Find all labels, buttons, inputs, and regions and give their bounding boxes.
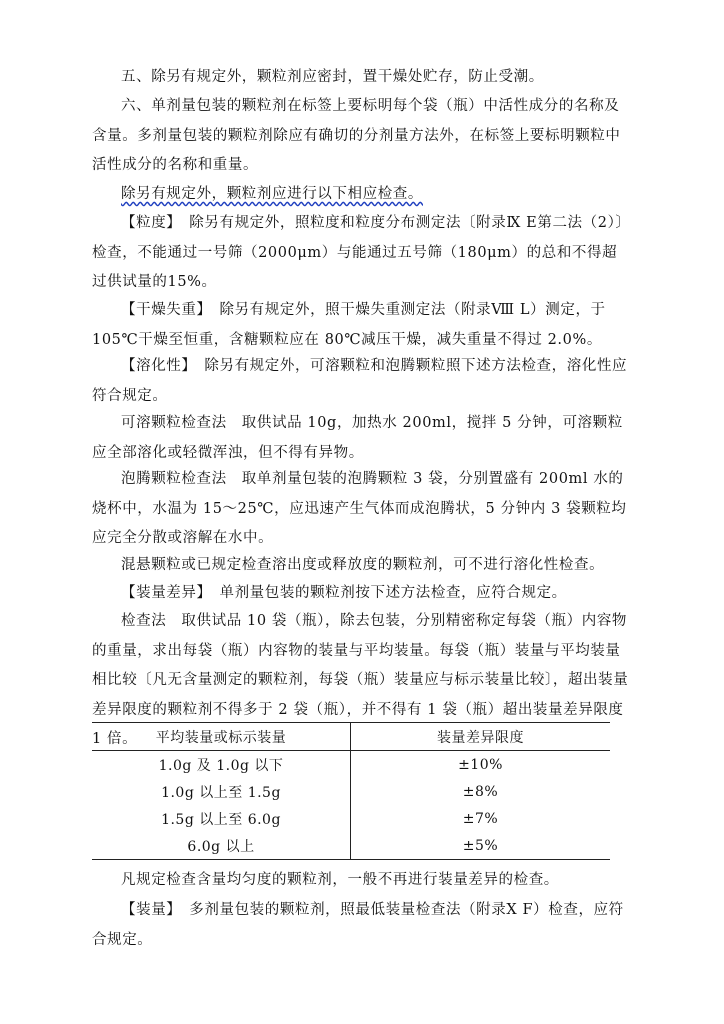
table-cell: 1.0g 及 1.0g 以下 — [92, 751, 351, 779]
table-header-cell: 装量差异限度 — [351, 723, 611, 751]
table-cell: ±8% — [462, 783, 499, 800]
section-heading-weight-variation: 【装量差异】 — [121, 585, 205, 601]
table-row — [92, 832, 610, 860]
table-row — [92, 751, 610, 779]
table-row — [92, 778, 610, 805]
table-header-row — [92, 723, 610, 751]
table-header-cell: 平均装量或标示装量 — [92, 723, 351, 751]
paragraph-uniformity-note: 凡规定检查含量均匀度的颗粒剂，一般不再进行装量差异的检查。 — [121, 872, 559, 888]
paragraph-drying-loss: 【干燥失重】 除另有规定外，照干燥失重测定法（附录Ⅷ L）测定，于 105℃干燥至恒重，含糖颗粒应在 80℃减压干燥，减失重量不得过 2.0%。 — [92, 302, 606, 348]
paragraph-suspension-note: 混悬颗粒或已规定检查溶出度或释放度的颗粒剂，可不进行溶化性检查。 — [121, 557, 605, 573]
paragraph-fill-quantity: 【装量】 多剂量包装的颗粒剂，照最低装量检查法（附录Ⅹ F）检查，应符合规定。 — [92, 902, 624, 948]
table-cell: 1.0g 以上至 1.5g — [92, 778, 351, 805]
paragraph-labeling: 六、单剂量包装的颗粒剂在标签上要标明每个袋（瓶）中活性成分的名称及含量。多剂量包装的颗粒剂除应有确切的分剂量方法外，在标签上要标明颗粒中活性成分的名称和重量。 — [92, 98, 621, 173]
intro-underlined-text: 除另有规定外，颗粒剂应进行以下相应检查。 — [121, 186, 423, 202]
paragraph-storage: 五、除另有规定外，颗粒剂应密封，置干燥处贮存，防止受潮。 — [121, 69, 544, 85]
weight-variation-table — [92, 722, 610, 860]
paragraph-weight-variation: 【装量差异】 单剂量包装的颗粒剂按下述方法检查，应符合规定。 — [121, 585, 567, 601]
paragraph-intro — [92, 180, 632, 210]
table-cell: ±7% — [462, 810, 499, 827]
table-cell: ±5% — [351, 832, 611, 860]
table-cell: ±10% — [458, 756, 503, 773]
section-heading-fill-quantity: 【装量】 — [121, 902, 175, 918]
paragraph-check-method: 检查法 取供试品 10 袋（瓶），除去包装，分别精密称定每袋（瓶）内容物的重量，求出每袋（瓶）内容物的装量与平均装量。每袋（瓶）装量与平均装量相比较〔凡无含量测定的颗粒剂，每袋（瓶）装量应与标示装量比较〕，超出装量差异限度的颗粒剂不得多于 2 袋（瓶），并不得有 1 袋（瓶）超出装量差异限度 1 倍。 — [92, 613, 629, 747]
section-heading-granularity: 【粒度】 — [121, 215, 175, 231]
paragraph-granularity: 【粒度】 除另有规定外，照粒度和粒度分布测定法〔附录Ⅸ E第二法（2）〕检查，不能通过一号筛（2000μm）与能通过五号筛（180μm）的总和不得超过供试量的15%。 — [92, 215, 631, 290]
paragraph-effervescent-method: 泡腾颗粒检查法 取单剂量包装的泡腾颗粒 3 袋，分别置盛有 200ml 水的烧杯中，水温为 15～25℃，应迅速产生气体而成泡腾状，5 分钟内 3 袋颗粒均应完全分散或溶解在水中。 — [92, 471, 627, 546]
paragraph-soluble-method: 可溶颗粒检查法 取供试品 10g，加热水 200ml，搅拌 5 分钟，可溶颗粒应全部溶化或轻微浑浊，但不得有异物。 — [92, 415, 623, 461]
section-heading-solubility: 【溶化性】 — [121, 358, 190, 374]
table-cell: 1.5g 以上至 6.0g — [92, 805, 351, 832]
section-heading-drying-loss: 【干燥失重】 — [121, 302, 205, 318]
paragraph-solubility: 【溶化性】 除另有规定外，可溶颗粒和泡腾颗粒照下述方法检查，溶化性应符合规定。 — [92, 358, 628, 404]
table-row — [92, 805, 610, 832]
table-cell: 6.0g 以上 — [92, 832, 351, 860]
